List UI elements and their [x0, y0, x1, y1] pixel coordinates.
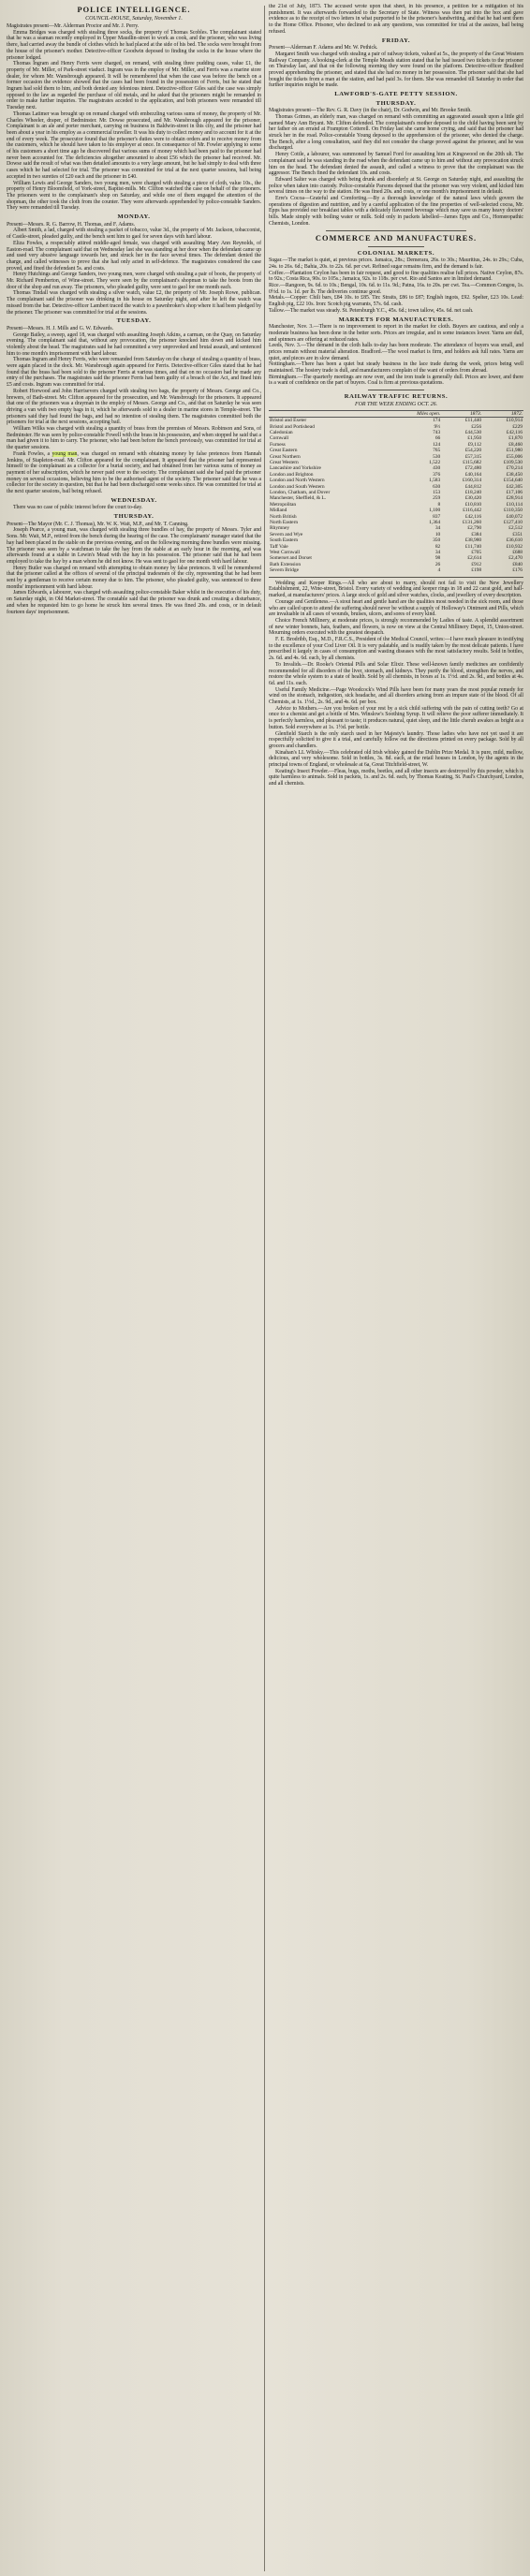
railway-company: Metropolitan: [270, 501, 297, 508]
railway-value: £30,420: [464, 495, 482, 502]
railway-value: 1,583: [429, 478, 441, 484]
railway-value: £42,305: [506, 483, 523, 490]
railway-value: 4: [437, 567, 441, 574]
article-paragraph: Birmingham.—The quarterly meetings are now over, and the iron trade is generally dull. Prices are lower, and there is a want of confidence on the part of buyers. Coal is firm at previous quotations.: [269, 374, 523, 387]
article-paragraph: Magistrates present—The Rev. G. R. Davy (in the chair), Dr. Godwin, and Mr. Brooke Smith.: [269, 108, 472, 114]
railway-value: 350: [433, 537, 441, 544]
column-divider: [264, 6, 265, 2571]
article-paragraph: William Wilks was charged with stealing a quantity of brass from the premises of Messrs. Robinson and Sons, of Bedminster. He was seen by police-constable Fowell with the brass in his possession, and when stopped he said that a man had given it to him to carry. The prisoner, who had been before the bench previously, was committed for trial at the quarter sessions.: [7, 426, 261, 451]
railway-value: £9,112: [467, 441, 482, 448]
railway-value: £8,460: [508, 441, 523, 448]
article-paragraph: Present—Messrs. R. G. Barrow, H. Thomas, and F. Adams.: [7, 221, 136, 228]
article-paragraph: Robert Horwood and John Harrisevers charged with stealing two bags, the property of Messrs. George and Co., brewers, of Bath-street. Mr. Clifton appeared for the prosecution, and Mr. Wansbrough for the prisoners. It appeared that one of the prisoners was a drayman in the employ of Messrs. George and Co., and that on Saturday he was seen driving a van with two empty bags in it, which he afterwards sold to a dealer in marine stores in Temple-street. The prisoners said they had found the bags, and had no intention of stealing them. The magistrates committed both the prisoners for trial at the next sessions, accepting bail.: [7, 388, 261, 426]
railway-value: £116,442: [463, 508, 482, 514]
section-heading-wednesday: WEDNESDAY.: [110, 496, 157, 504]
highlighted-phrase: young man: [52, 450, 78, 457]
divider-rule: [368, 246, 424, 247]
railway-company: Caledonian: [270, 429, 293, 435]
article-paragraph: Eliza Fowles, a respectably attired middle-aged female, was charged with assaulting Mary Ann Reynolds, of Easton-road. The complainant said that on Wednesday last she was standing at her door when the defendant came up and used very abusive language towards her, and struck her in the face several times. The defendant denied the charge, and called witnesses to prove that she had only acted in self-defence. The magistrates considered the case proved, and fined the defendant 5s. and costs.: [7, 240, 261, 272]
railway-value: £384: [471, 531, 482, 537]
railway-value: £42,116: [464, 513, 482, 520]
railway-value: £1,870: [508, 435, 523, 442]
railway-company: North Eastern: [270, 520, 299, 526]
railway-value: 82: [434, 543, 441, 550]
railway-value: 34: [434, 550, 441, 556]
railway-company: Furness: [270, 441, 286, 448]
railway-value: £10,932: [506, 543, 523, 550]
railway-company: South Eastern: [270, 537, 299, 544]
article-paragraph: F. E. Brodribb, Esq., M.D., F.R.C.S., President of the Medical Council, writes:—I have much pleasure in testifying to the excellence of your Cod Liver Oil. It is very palatable, and is readily taken by the most delicate patients. I have prescribed it largely in cases of consumption and wasting diseases with the most satisfactory results. Sold in bottles, 2s. 6d. and 4s. 6d. each, by all chemists.: [269, 637, 523, 662]
section-heading-lawford-s-gate-petty-session: LAWFORD'S-GATE PETTY SESSION.: [334, 91, 458, 98]
section-heading-thursday: THURSDAY.: [113, 513, 155, 521]
article-paragraph: Rice.—Rangoon, 9s. 6d. to 10s.; Bengal, 10s. 6d. to 11s. 9d.; Patna, 16s. to 20s. per cwt. Tea.—Common Congou, 1s. 0½d. to 1s. 1d. per lb. The deliveries continue good.: [269, 282, 523, 295]
railway-value: £351: [512, 531, 523, 537]
railway-value: £10,914: [506, 418, 523, 424]
railway-value: 530: [433, 453, 441, 460]
article-paragraph: Henry Cottle, a labourer, was summoned by Samuel Ford for assaulting him at Kingswood on the 20th ult. The complainant said he was standing in the road when the defendant came up to him and without any provocation struck him on the head. The defendant denied the assault, and called a witness to prove that the complainant was the aggressor. The Bench fined the defendant 10s. and costs.: [269, 152, 523, 177]
railway-value: £2,614: [467, 555, 482, 562]
railway-value: £229: [512, 423, 523, 430]
article-paragraph: Henry Butler was charged on remand with attempting to obtain money by false pretences. It will be remembered that the prisoner called at the offices of several of the principal tradesmen of the city, representing that he had been sent by a gentleman to receive certain money due to him. The prisoner, who pleaded guilty, was sentenced to three months' imprisonment with hard labour.: [7, 565, 261, 590]
railway-company: Somerset and Dorset: [270, 555, 312, 562]
railway-table-body: [269, 418, 523, 574]
railway-value: £38,980: [464, 537, 482, 544]
railway-company: Manchester, Sheffield, & L.: [270, 495, 327, 502]
railway-value: £42,116: [506, 429, 523, 435]
railway-value: £55,006: [506, 453, 523, 460]
article-paragraph: Tallow.—The market was steady. St. Petersburgh Y.C., 45s. 6d.; town tallow, 45s. 6d. net cash.: [269, 307, 474, 314]
railway-value: £2,470: [508, 555, 523, 562]
right-column-articles: [269, 4, 523, 408]
article-paragraph: Present—Alderman F. Adams and Mr. W. Pethick.: [269, 45, 378, 52]
railway-company: London and Brighton: [270, 471, 314, 478]
railway-company: Lancashire and Yorkshire: [270, 465, 321, 472]
right-column: [269, 4, 523, 2571]
railway-traffic-table: [269, 410, 523, 574]
article-paragraph: Present—Messrs. H. J. Mills and G. W. Edwards.: [7, 325, 114, 331]
article-paragraph: Henry Hutchings and George Sanders, two young men, were charged with stealing a pair of boots, the property of Mr. Richard Pemberton, of Wine-street. They were seen by the complainant's shopman to take the boots from the door of the shop and run away. The prisoners, who pleaded guilty, were sent to gaol for one month each.: [7, 272, 261, 290]
subheading: COUNCIL-HOUSE, Saturday, November 1.: [85, 16, 183, 22]
railway-value: 259: [433, 495, 441, 502]
railway-value: 8: [437, 501, 441, 508]
railway-value: £44,812: [464, 483, 482, 490]
article-paragraph: Thomas Ingram and Henry Ferris, who were remanded from Saturday on the charge of stealing a quantity of brass, were again placed in the dock. Mr. Wansbrough again appeared for Ferris. Detective-officer Giles stated that he had found that the brass had been sold to the prisoner Ferris at various times, and that on no occasion had he made any entry of the purchases. The magistrates said the prisoner Ferris had been guilty of a breach of the Act, and fined him £5 and costs. Ingram was committed for trial.: [7, 357, 261, 389]
railway-value: £17,106: [506, 490, 523, 495]
section-heading-commerce-and-manufactures: COMMERCE AND MANUFACTURES.: [315, 233, 478, 243]
article-paragraph: Emma Bridges was charged with stealing three socks, the property of Thomas Scobles. The complainant stated that he was a seaman recently employed in Upper Maudlin-street to work as cook, and the prisoner, who was living there, had carried away the bundle of clothes which he had placed at the side of his bed. The socks were brought from the house of the prisoner's mother. Detective-officer Goodwin deposed to finding the socks in the house where the prisoner lodged.: [7, 29, 261, 61]
article-paragraph: Albert Smith, a lad, charged with stealing a packet of tobacco, value 3d., the property of Mr. Jackson, tobacconist, of Castle-street, pleaded guilty, and the bench sent him to gaol for seven days with hard labour.: [7, 228, 261, 241]
railway-value: £2,512: [508, 525, 523, 532]
article-paragraph: Kinahan's LL Whisky.—This celebrated old Irish whisky gained the Dublin Prize Medal. It is pure, mild, mellow, delicious, and very wholesome. Sold in bottles, 3s. 8d. each, at the retail houses in London, by the agents in the principal towns of England, or wholesale at 6a, Great Titchfield-street, W.: [269, 749, 523, 769]
article-paragraph: Choice French Millinery, at moderate prices, is strongly recommended by Ladies of taste. A splendid assortment of new winter bonnets, hats, feathers, and flowers, is now on view at the Central Millinery Depot, 15, Union-street. Mourning orders executed with the greatest despatch.: [269, 617, 523, 637]
article-paragraph: Manchester, Nov. 3.—There is no improvement to report in the market for cloth. Buyers are cautious, and only a moderate business has been done in the better sorts. Prices are irregular, and in some instances lower. Yarns are dull, and spinners are offering at reduced rates.: [269, 324, 523, 343]
railway-value: 9½: [434, 423, 441, 430]
railway-company: London, Chatham, and Dover: [270, 490, 331, 495]
railway-company: West Cornwall: [270, 550, 301, 556]
railway-value: £1,950: [467, 435, 482, 442]
article-paragraph: Thomas Ingram and Henry Ferris were charged, on remand, with stealing three pudding cases, value £1, the property of Mr. Miller, of Park-street viaduct. Ingram was in the employ of Mr. Miller, and Ferris was a marine store dealer, for whom Mr. Wansbrough appeared. It will be remembered that when the case was before the bench on a former occasion the evidence showed that the cases had been found in the possession of Ferris, but he stated that Ingram had sold them to him, and both denied any felonious intent. Detective-officer Giles said the case was simply opposed to the law as regarded the purchase of old metals, and he asked that the prisoners might be remanded in order to make further inquiries. The magistrates acceded to the application, and both prisoners were remanded till Tuesday next.: [7, 61, 261, 111]
railway-value: 174: [433, 418, 441, 424]
railway-value: £705: [471, 550, 482, 556]
article-paragraph: the 21st of July, 1873. The accused wrote upon that sheet, in his presence, a petition for a mitigation of his punishment. It was afterwards forwarded to the Secretary of State. Witness was then put into the box and gave evidence as to the receipt of two letters in what purported to be the prisoner's handwriting, and that he had sent them to the Home Office. Prisoner, who declined to ask any questions, was committed for trial at the assizes, bail being refused.: [269, 4, 523, 35]
railway-value: £198: [471, 567, 482, 574]
railway-value: 124: [433, 441, 441, 448]
railway-value: 1,364: [429, 520, 441, 526]
railway-company: London and South Western: [270, 483, 325, 490]
article-paragraph: Magistrates present—Mr. Alderman Proctor and Mr. J. Perry.: [7, 23, 140, 29]
railway-value: 743: [433, 429, 441, 435]
railway-header-cell: [269, 410, 391, 417]
railway-value: £54,220: [464, 448, 482, 454]
article-paragraph: Nottingham.—There has been a quiet but steady business in the lace trade during the week, prices being well maintained. The hosiery trade is dull, and manufacturers complain of the want of orders from abroad.: [269, 361, 523, 375]
railway-company: Great Western: [270, 459, 299, 465]
railway-value: £72,480: [464, 465, 482, 472]
subheading: FOR THE WEEK ENDING OCT. 26.: [355, 401, 437, 407]
railway-value: £127,410: [503, 520, 523, 526]
railway-company: Severn and Wye: [270, 531, 303, 537]
railway-value: 10: [434, 531, 441, 537]
article-paragraph: George Bailey, a sweep, aged 18, was charged with assaulting Joseph Atkins, a carman, on the Quay, on Saturday evening. The complainant said that, without any provocation, the prisoner knocked him down and kicked him violently about the head. The magistrates said he had committed a very unprovoked and brutal assault, and sentenced him to one month's imprisonment with hard labour.: [7, 331, 261, 357]
article-paragraph: There was no case of public interest before the court to-day.: [13, 505, 143, 511]
railway-value: £51,980: [506, 448, 523, 454]
article-paragraph: Courage and Gentleness.—A stout heart and gentle hand are the qualities most needed in the sick room, and those who are called upon to attend the suffering should never be without a supply of Holloway's Ointment and Pills, which are invaluable in all cases of wounds, bruises, ulcers, and sores of every kind.: [269, 598, 523, 618]
railway-value: 630: [433, 483, 441, 490]
railway-value: 98: [434, 555, 441, 562]
railway-value: 66: [434, 435, 441, 442]
railway-company: Midland: [270, 508, 287, 514]
railway-value: £176: [512, 567, 523, 574]
railway-value: £44,530: [464, 429, 482, 435]
railway-header-cell: Miles open.: [391, 410, 442, 417]
section-heading-monday: MONDAY.: [117, 213, 151, 221]
railway-value: £912: [471, 561, 482, 567]
railway-value: £38,450: [506, 471, 523, 478]
section-heading-thursday: THURSDAY.: [375, 99, 417, 107]
article-paragraph: Edward Salter was charged with being drunk and disorderly at St. George on Saturday night, and assaulting the police when taken into custody. Police-constable Parsons deposed that the prisoner was very violent, and kicked him several times on the way to the station. He was fined 20s. and costs, or one month's imprisonment in default.: [269, 176, 523, 196]
article-paragraph: Sugar.—The market is quiet, at previous prices. Jamaica, 28s.; Demerara, 26s. to 30s.; Mauritius, 24s. to 29s.; Cuba, 24s. to 26s. 6d.; Bahia, 20s. to 22s. 6d. per cwt. Refined sugar remains firm, and the demand is fair.: [269, 258, 523, 270]
railway-company: Bristol and Portishead: [270, 423, 315, 430]
section-heading-friday: FRIDAY.: [381, 37, 411, 44]
article-paragraph: Frank Fowles, a young man, was charged on remand with obtaining money by false pretences from Hannah Jenkins, of Stapleton-road. Mr. Clifton appeared for the complainant. It appeared that the prisoner had represented himself to the complainant as a collector for a burial society, and had obtained from her various sums of money as payment of her subscription, which he never paid over to the society. The complainant said she had paid the prisoner money on several occasions, believing him to be the authorised agent of the society. The prisoner said that he was a collector for the society in question, but that he had been discharged some weeks since. He was committed for trial at the next quarter sessions, bail being refused.: [7, 450, 261, 495]
left-column: [7, 4, 261, 2571]
railway-value: £40,072: [506, 513, 523, 520]
article-paragraph: Thomas Grimes, an elderly man, was charged on remand with committing an aggravated assault upon a little girl named Mary Ann Bryant. Mr. Clifton defended. The complainant's mother deposed to the child having been sent by her father on an errand at Frampton Cotterell. On Friday last she came home crying, and said that the prisoner had struck her in the road. Police-constable Young deposed to the apprehension of the prisoner, who denied the charge. The Bench, after a long consultation, said they did not consider the charge proved against the prisoner, and he was discharged.: [269, 113, 523, 152]
railway-company: London and North Western: [270, 478, 325, 484]
railway-value: £2,790: [467, 525, 482, 532]
railway-table-header: [269, 410, 523, 417]
section-heading-markets-for-manufactures: MARKETS FOR MANUFACTURES.: [338, 316, 454, 323]
article-paragraph: Wedding and Keeper Rings.—All who are about to marry, should not fail to visit the New Jewellery Establishment, 22, Wine-street, Bristol. Every variety of wedding and keeper rings in 18 and 22 carat gold, and hall-marked, at manufacturers' prices. A large stock of gold and silver watches, clocks, and jewellery of every description.: [269, 580, 523, 599]
right-column-notices: [269, 577, 523, 788]
section-heading-colonial-markets: COLONIAL MARKETS.: [357, 249, 435, 257]
railway-value: 376: [433, 471, 441, 478]
article-paragraph: Thomas Tindall was charged with stealing a silver watch, value £2, the property of Mr. Joseph Rowe, publican. The complainant said the prisoner was drinking in his house on Saturday night, and after he left the watch was missed from the bar. Detective-officer Lambert traced the watch to a pawnbroker's shop where it had been pledged by the prisoner. The prisoner was committed for trial at the sessions.: [7, 290, 261, 316]
railway-company: Rhymney: [270, 525, 290, 532]
railway-value: £57,315: [464, 453, 482, 460]
railway-value: £131,260: [462, 520, 482, 526]
railway-company: Bath Extension: [270, 561, 302, 567]
article-paragraph: Keating's Insect Powder.—Fleas, bugs, moths, beetles, and all other insects are destroyed by this powder, which is quite harmless to animals. Sold in packets, 1s. and 2s. 6d. each, by Thomas Keating, St. Paul's Churchyard, London, and all chemists.: [269, 768, 523, 788]
article-paragraph: James Edwards, a labourer, was charged with assaulting police-constable Baker whilst in the execution of his duty, on Saturday night, in Old Market-street. The constable said that the prisoner was drunk and creating a disturbance, and when he requested him to go home he struck him several times. He was fined 20s. and costs, or in default fourteen days' imprisonment.: [7, 590, 261, 615]
article-paragraph: Advice to Mothers.—Are you broken of your rest by a sick child suffering with the pain of cutting teeth? Go at once to a chemist and get a bottle of Mrs. Winslow's Soothing Syrup. It will relieve the poor sufferer immediately. It is perfectly harmless, and pleasant to taste; it produces natural, quiet sleep, and the little cherub awakes as bright as a button. Sold everywhere at 1s. 1½d. per bottle.: [269, 705, 523, 730]
article-paragraph: Joseph Pearce, a young man, was charged with stealing three bundles of hay, the property of Messrs. Tyler and Sons. Mr. Wait, M.P., retired from the bench during the hearing of the case. The complainants' manager stated that the hay had been placed in the stable on the previous evening, and on the following morning three bundles were missing. The prisoner was seen by a watchman to take the hay from the stable at an early hour in the morning, and was afterwards found at a stable in Lewin's Mead with the hay in his possession. The prisoner said that he had been employed to take the hay by a man whom he did not know. He was sent to gaol for one month with hard labour.: [7, 527, 261, 565]
railway-value: £160,314: [462, 478, 482, 484]
railway-value: 837: [433, 513, 441, 520]
railway-company: Severn Bridge: [270, 567, 299, 574]
railway-header-cell: 1873.: [441, 410, 482, 417]
railway-value: £18,240: [464, 490, 482, 495]
railway-value: £10,810: [464, 501, 482, 508]
railway-value: 26: [434, 561, 441, 567]
railway-value: £115,682: [463, 459, 482, 465]
article-paragraph: Leeds, Nov. 3.—The demand in the cloth halls to-day has been moderate. The attendance of buyers was small, and prices remain without material alteration. Bradford.—The wool market is firm, and holders ask full rates. Yarns are quiet, and pieces are in slow demand.: [269, 343, 523, 361]
article-paragraph: William Lewis and George Sanders, two young men, were charged with stealing a piece of cloth, value 10s., the property of Henry Bloomfield, of York-street, Baptist-mills. Mr. Clifton watched the case on behalf of the prisoners. The prisoners went to the complainant's shop on Saturday, and while one of them engaged the attention of the shopman, the other took the cloth from the counter. They were afterwards apprehended by police-constable Sanders. They were remanded till Tuesday.: [7, 180, 261, 212]
railway-value: 1,100: [429, 508, 441, 514]
article-paragraph: Useful Family Medicine.—Page Woodcock's Wind Pills have been for many years the most popular remedy for wind on the stomach, indigestion, sick headache, and all disorders arising from an impure state of the blood. Of all Chemists, at 1s. 1½d., 2s. 9d., and 4s. 6d. per box.: [269, 686, 523, 706]
railway-header-cell: 1872.: [482, 410, 523, 417]
divider-rule: [326, 230, 466, 231]
railway-value: £40,164: [464, 471, 482, 478]
section-heading-railway-traffic-returns: RAILWAY TRAFFIC RETURNS.: [344, 393, 449, 401]
railway-value: £70,214: [506, 465, 523, 472]
railway-value: £840: [512, 561, 523, 567]
article-paragraph: Erre's Cocoa—Grateful and Comforting.—By a thorough knowledge of the natural laws which govern the operations of digestion and nutrition, and by a careful application of the fine properties of well-selected cocoa, Mr. Epps has provided our breakfast tables with a delicately flavoured beverage which may save us many heavy doctors' bills. Made simply with boiling water or milk. Sold only in packets labelled—James Epps and Co., Homœopathic Chemists, London.: [269, 196, 523, 227]
railway-value: £256: [471, 423, 482, 430]
railway-value: 765: [433, 448, 441, 454]
railway-company: North British: [270, 513, 297, 520]
railway-value: £110,350: [503, 508, 523, 514]
article-paragraph: Thomas Latimer was brought up on remand charged with embezzling various sums of money, the property of Mr. Charles Wheeler, draper, of Bedminster. Mr. Dowse prosecuted, and Mr. Wansbrough appeared for the prisoner. Complainant is an ale and porter merchant, carrying on business in Baldwin-street in this city, and the prisoner had been about a year in his employ as a commercial traveller. It was his duty to collect money and to account for it at the end of every week. The prosecutor found that the prisoner's duties were to obtain orders and to receive money from the customers, which he should have taken to his employer at once. In consequence of Mr. Fowler applying to some of his customers a short time ago he discovered that various sums of money which had been paid to the prisoner had never been accounted for. The deficiencies altogether amounted to about £56 which the prisoner had received. Mr. Dowse said the result of what was then detailed amounts to a very large amount, but he had simply to deal with three cases which he had selected for trial. The prisoner was committed for trial at the next quarter sessions, bail being accepted in two sureties of £20 each and the prisoner in £40.: [7, 110, 261, 180]
railway-value: £11,440: [464, 418, 482, 424]
railway-value: 430: [433, 465, 441, 472]
railway-value: £10,114: [506, 501, 523, 508]
railway-company: Cornwall: [270, 435, 289, 442]
railway-company: Great Eastern: [270, 448, 298, 454]
railway-value: 34: [434, 525, 441, 532]
railway-row: [269, 418, 523, 424]
railway-value: £28,914: [506, 495, 523, 502]
railway-value: 153: [433, 490, 441, 495]
railway-value: £36,610: [506, 537, 523, 544]
article-paragraph: Metals.—Copper: Chili bars, £84 10s. to £85. Tin: Straits, £86 to £87; English ingots, £92. Spelter, £23 10s. Lead: English pig, £22 10s. Iron: Scotch pig warrants, 57s. 6d. cash.: [269, 295, 523, 308]
railway-value: 1,522: [429, 459, 441, 465]
railway-value: £688: [512, 550, 523, 556]
railway-company: Bristol and Exeter: [270, 418, 307, 424]
railway-company: Taff Vale: [270, 543, 288, 550]
article-paragraph: Present—The Mayor (Mr. C. J. Thomas), Mr. W. K. Wait, M.P., and Mr. T. Canning.: [7, 521, 189, 527]
railway-value: £154,640: [503, 478, 523, 484]
article-paragraph: Glenfield Starch is the only starch used in her Majesty's laundry. Those ladies who have not yet used it are respectfully solicited to give it a trial, and carefully follow out the directions printed on every package. Sold by all grocers and chandlers.: [269, 730, 523, 749]
railway-value: £109,530: [503, 459, 523, 465]
divider-rule: [269, 577, 523, 578]
article-paragraph: Margaret Smith was charged with stealing a pair of railway tickets, valued at 5s., the property of the Great Western Railway Company. A booking-clerk at the Temple Meads station stated that he had issued two tickets to the prisoner on Thursday last, and that on the following morning they were found on the platform. Detective-officer Bradford proved apprehending the prisoner, and stated that she had no money in her possession. The prisoner said that she had bought the tickets from a man at the station, and had paid 3s. for them. She was remanded till Saturday in order that further inquiries might be made.: [269, 51, 523, 89]
railway-company: Great Northern: [270, 453, 301, 460]
article-paragraph: Coffee.—Plantation Ceylon has been in fair request, and good to fine qualities realise full prices. Native Ceylon, 87s. to 92s.; Costa Rica, 90s. to 105s.; Jamaica, 92s. to 118s. per cwt. Rio and Santos are in limited demand.: [269, 270, 523, 283]
railway-row: [269, 567, 523, 573]
section-heading-tuesday: TUESDAY.: [116, 317, 152, 325]
article-paragraph: To Invalids.—Dr. Rooke's Oriental Pills and Solar Elixir. These well-known family medicines are confidently recommended for all disorders of the liver, stomach, and kidneys. They purify the blood, strengthen the nerves, and restore the whole system to a state of health. Sold by all chemists, in boxes at 1s. 1½d. and 2s. 9d., and bottles at 4s. 6d. and 11s. each.: [269, 661, 523, 686]
section-heading-police-intelligence: POLICE INTELLIGENCE.: [77, 6, 191, 14]
railway-value: £11,740: [464, 543, 482, 550]
